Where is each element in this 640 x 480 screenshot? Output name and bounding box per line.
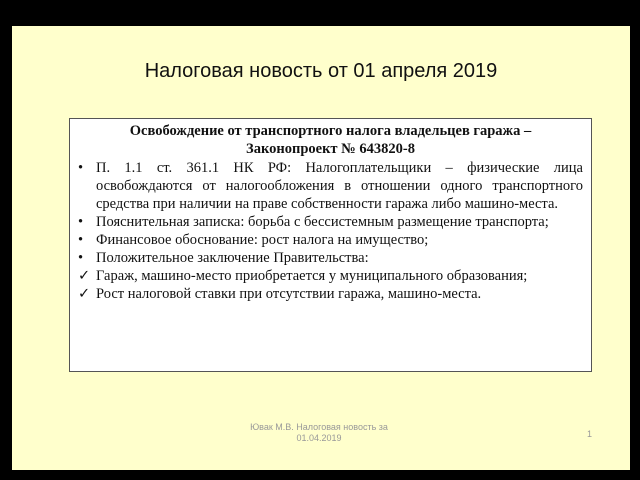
list-item-text: Финансовое обоснование: рост налога на имущество;: [96, 232, 429, 248]
list-item: [78, 249, 583, 267]
bullet-icon: •: [78, 214, 84, 230]
list-item-text: Рост налоговой ставки при отсутствии гаража, машино-места.: [96, 286, 482, 302]
checkmark-icon: ✓: [78, 268, 91, 284]
slide-footer: [234, 422, 404, 444]
list-item: [78, 213, 583, 231]
content-box: [69, 118, 592, 372]
bullet-list: [78, 159, 583, 303]
page-number: 1: [587, 429, 593, 439]
list-item-text: Пояснительная записка: борьба с бессистемным размещение транспорта;: [96, 214, 549, 230]
list-item-text: Гараж, машино-место приобретается у муниципального образования;: [96, 268, 528, 284]
list-item: [78, 285, 583, 303]
list-item: [78, 231, 583, 249]
checkmark-icon: ✓: [78, 286, 91, 302]
box-title: [78, 122, 583, 158]
slide-title: Налоговая новость от 01 апреля 2019: [144, 60, 498, 82]
list-item: [78, 267, 583, 285]
box-title-line-2: Законопроект № 643820-8: [246, 141, 415, 157]
bullet-icon: •: [78, 250, 84, 266]
box-title-line-1: Освобождение от транспортного налога владельцев гаража –: [129, 123, 532, 139]
bullet-icon: •: [78, 232, 84, 248]
list-item-text: Положительное заключение Правительства:: [96, 250, 369, 266]
bullet-icon: •: [78, 160, 84, 176]
footer-line-2: 01.04.2019: [296, 433, 342, 443]
footer-line-1: Ювак М.В. Налоговая новость за: [250, 422, 388, 432]
list-item: [78, 159, 583, 213]
list-item-text: П. 1.1 ст. 361.1 НК РФ: Налогоплательщики – физические лица освобождаются от налогообложения в отношении одного транспортного средства при наличии на праве собственности гаража либо машино-места.: [96, 160, 583, 212]
slide: [12, 26, 630, 470]
